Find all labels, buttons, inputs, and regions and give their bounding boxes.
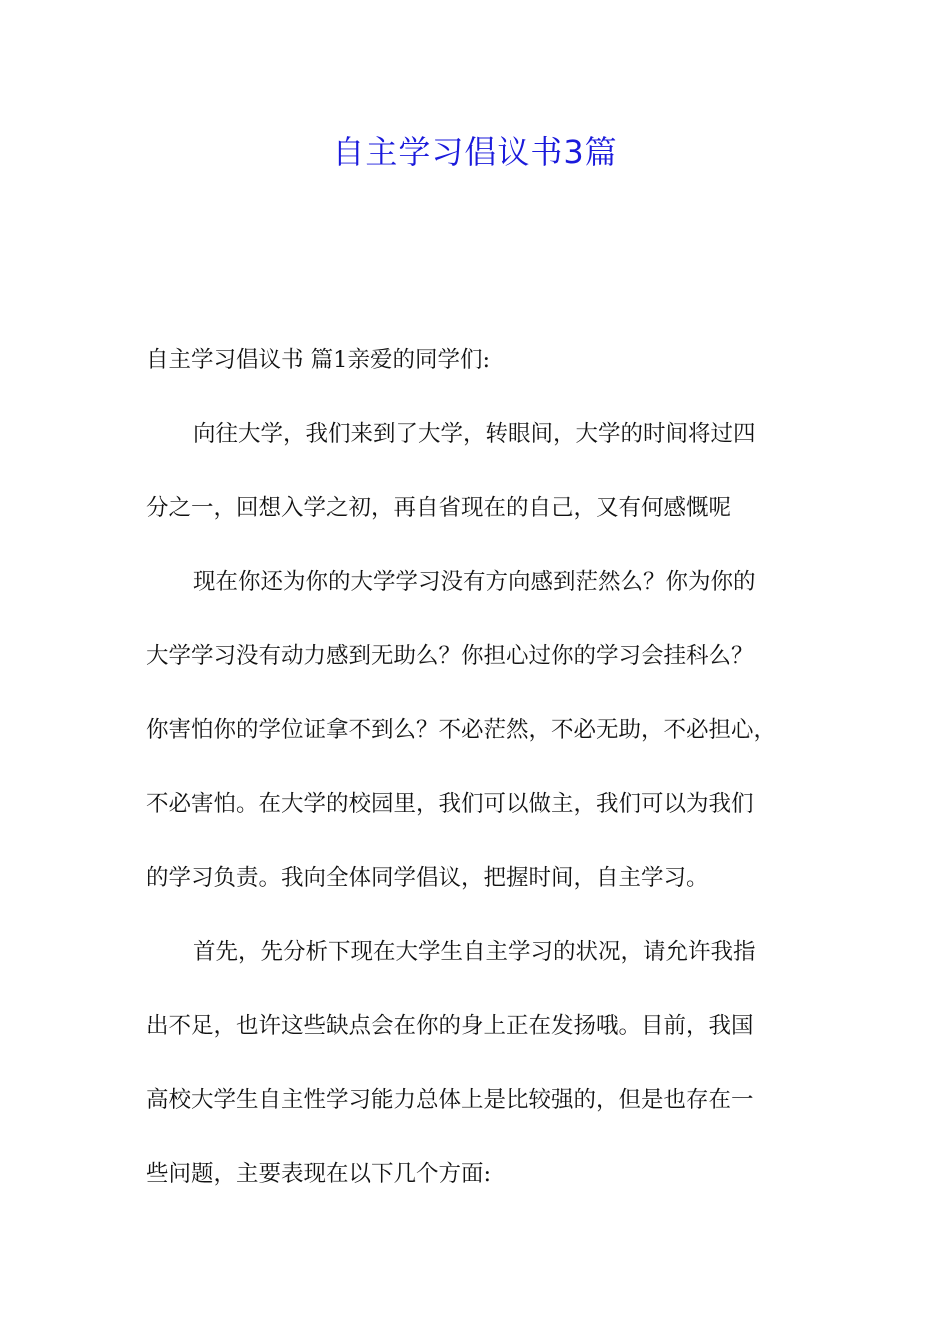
text-line-3: 分之一，回想入学之初，再自省现在的自己，又有何感慨呢 (146, 495, 732, 521)
text-line-12: 些问题，主要表现在以下几个方面: (146, 1161, 492, 1187)
text-line-6: 你害怕你的学位证拿不到么？不必茫然，不必无助，不必担心， (146, 717, 777, 743)
document-title: 自主学习倡议书3篇 (332, 133, 618, 171)
text-line-11: 高校大学生自主性学习能力总体上是比较强的，但是也存在一 (146, 1087, 754, 1113)
text-line-2: 向往大学，我们来到了大学，转眼间，大学的时间将过四 (193, 421, 756, 447)
text-line-1: 自主学习倡议书 篇1亲爱的同学们: (146, 347, 491, 373)
text-line-9: 首先，先分析下现在大学生自主学习的状况，请允许我指 (193, 939, 756, 965)
text-line-5: 大学学习没有动力感到无助么？你担心过你的学习会挂科么？ (146, 643, 754, 669)
text-line-8: 的学习负责。我向全体同学倡议，把握时间，自主学习。 (146, 865, 709, 891)
document-body (146, 335, 826, 1223)
text-line-7: 不必害怕。在大学的校园里，我们可以做主，我们可以为我们 (146, 791, 754, 817)
text-line-10: 出不足，也许这些缺点会在你的身上正在发扬哦。目前，我国 (146, 1013, 754, 1039)
text-line-4: 现在你还为你的大学学习没有方向感到茫然么？你为你的 (193, 569, 756, 595)
